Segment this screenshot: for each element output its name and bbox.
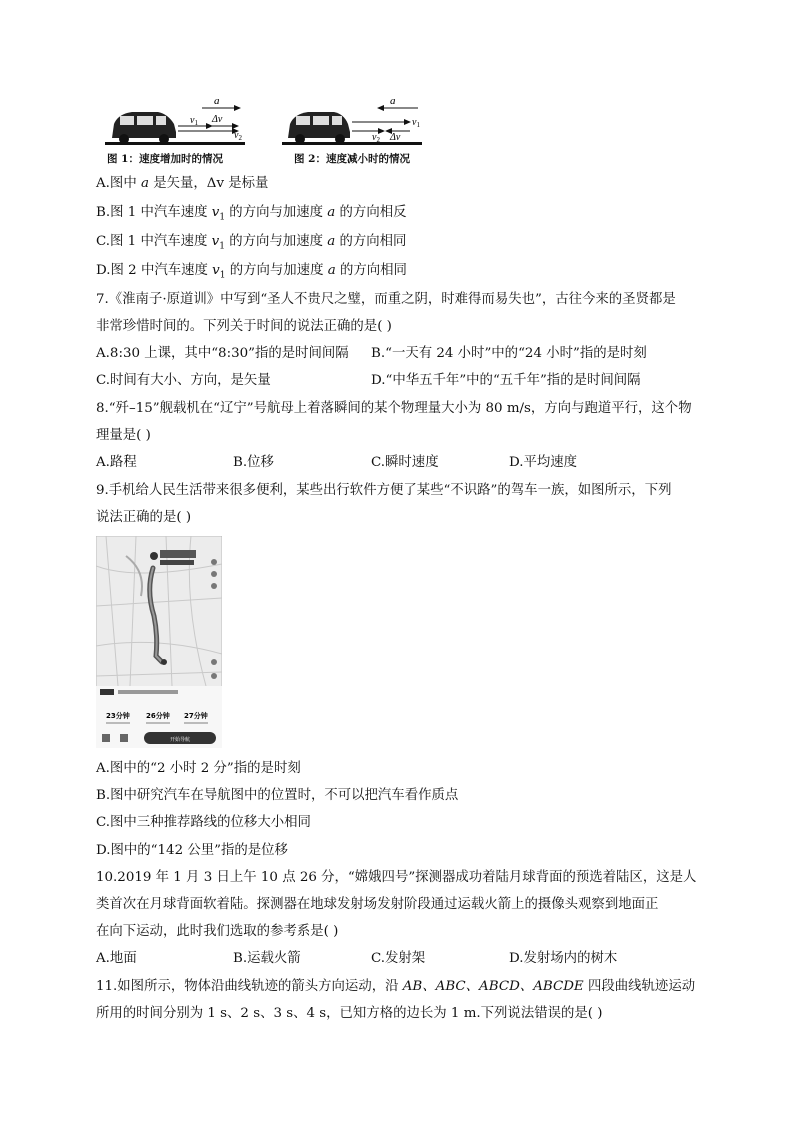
q10-option-d: D.发射场内的树木	[509, 951, 618, 966]
car-icon-2	[288, 112, 350, 144]
q7-option-a: A.8:30 上课，其中“8:30”指的是时间间隔	[96, 346, 349, 361]
q8-stem-line1: 8.“歼–15”舰载机在“辽宁”号航母上着落瞬间的某个物理量大小为 80 m/s，方向与跑道平行，这个物	[96, 401, 692, 416]
q9-option-c: C.图中三种推荐路线的位移大小相同	[96, 815, 311, 830]
q7-stem-line1: 7.《淮南子·原道训》中写到“圣人不贵尺之璧，而重之阴，时难得而易失也”，古往今来的圣贤都是	[96, 292, 676, 307]
svg-text:开始导航: 开始导航	[170, 737, 191, 743]
q8-option-c: C.瞬时速度	[371, 455, 439, 470]
q8-stem-line2: 理量是( )	[96, 428, 151, 443]
q6-option-a: A.图中 a 是矢量，Δv 是标量	[96, 176, 269, 191]
q9-option-b: B.图中研究汽车在导航图中的位置时，不可以把汽车看作质点	[96, 788, 459, 803]
q10-option-a: A.地面	[96, 951, 137, 966]
car-icon-1	[112, 112, 176, 144]
q6-option-c: C.图 1 中汽车速度 $v_1$ 的方向与加速度 a 的方向相同	[96, 234, 407, 252]
ground-line-2	[282, 142, 422, 145]
q10-option-b: B.运载火箭	[233, 951, 301, 966]
q8-option-d: D.平均速度	[509, 455, 578, 470]
figure2-caption: 图 2：速度减小时的情况	[294, 153, 410, 165]
label-v2-2: $v_2$	[372, 132, 380, 144]
q11-stem-line1: 11.如图所示，物体沿曲线轨迹的箭头方向运动，沿 AB、ABC、ABCD、ABCDE 四段曲线轨迹运动	[96, 979, 696, 994]
start-point-icon	[161, 659, 167, 665]
label-dv-1: Δv	[212, 114, 223, 125]
q9-stem-line2: 说法正确的是( )	[96, 510, 192, 525]
q10-stem-line1: 10.2019 年 1 月 3 日上午 10 点 26 分，“嫦娥四号”探测器成功着陆月球背面的预选着陆区，这是人	[96, 870, 697, 885]
q7-option-b: B.“一天有 24 小时”中的“24 小时”指的是时刻	[371, 346, 647, 361]
navigation-map-image	[96, 536, 222, 748]
label-a-2: a	[390, 95, 396, 107]
destination-pin-icon	[150, 552, 158, 560]
q6-option-d: D.图 2 中汽车速度 $v_1$ 的方向与加速度 a 的方向相同	[96, 263, 407, 281]
figure1-caption: 图 1：速度增加时的情况	[107, 153, 223, 165]
route-time-1: 23分钟	[106, 712, 130, 720]
route-time-2: 26分钟	[146, 712, 170, 720]
route-time-3: 27分钟	[184, 712, 208, 720]
q7-stem-line2: 非常珍惜时间的。下列关于时间的说法正确的是( )	[96, 319, 392, 334]
q6-option-b: B.图 1 中汽车速度 $v_1$ 的方向与加速度 a 的方向相反	[96, 205, 407, 223]
ground-line-1	[105, 142, 245, 145]
q8-option-b: B.位移	[233, 455, 274, 470]
q9-option-d: D.图中的“142 公里”指的是位移	[96, 843, 288, 858]
label-a-1: a	[214, 95, 220, 107]
q7-option-d: D.“中华五千年”中的“五千年”指的是时间间隔	[371, 373, 641, 388]
q11-stem-line2: 所用的时间分别为 1 s、2 s、3 s、4 s，已知方格的边长为 1 m.下列说法错误的是( )	[96, 1006, 603, 1021]
q9-stem-line1: 9.手机给人民生活带来很多便利，某些出行软件方便了某些“不识路”的驾车一族，如图所示，下列	[96, 483, 672, 498]
label-v1-1: $v_1$	[190, 115, 198, 127]
velocity-figure	[0, 0, 794, 170]
q8-option-a: A.路程	[96, 455, 137, 470]
label-v2-1: $v_2$	[234, 130, 242, 142]
q9-option-a: A.图中的“2 小时 2 分”指的是时刻	[96, 761, 301, 776]
q10-stem-line3: 在向下运动，此时我们选取的参考系是( )	[96, 924, 339, 939]
label-dv-2: Δv	[390, 132, 401, 143]
label-v1-2: $v_1$	[412, 117, 420, 129]
q7-option-c: C.时间有大小、方向，是矢量	[96, 373, 271, 388]
q10-stem-line2: 类首次在月球背面软着陆。探测器在地球发射场发射阶段通过运载火箭上的摄像头观察到地面正	[96, 897, 659, 912]
q10-option-c: C.发射架	[371, 951, 426, 966]
